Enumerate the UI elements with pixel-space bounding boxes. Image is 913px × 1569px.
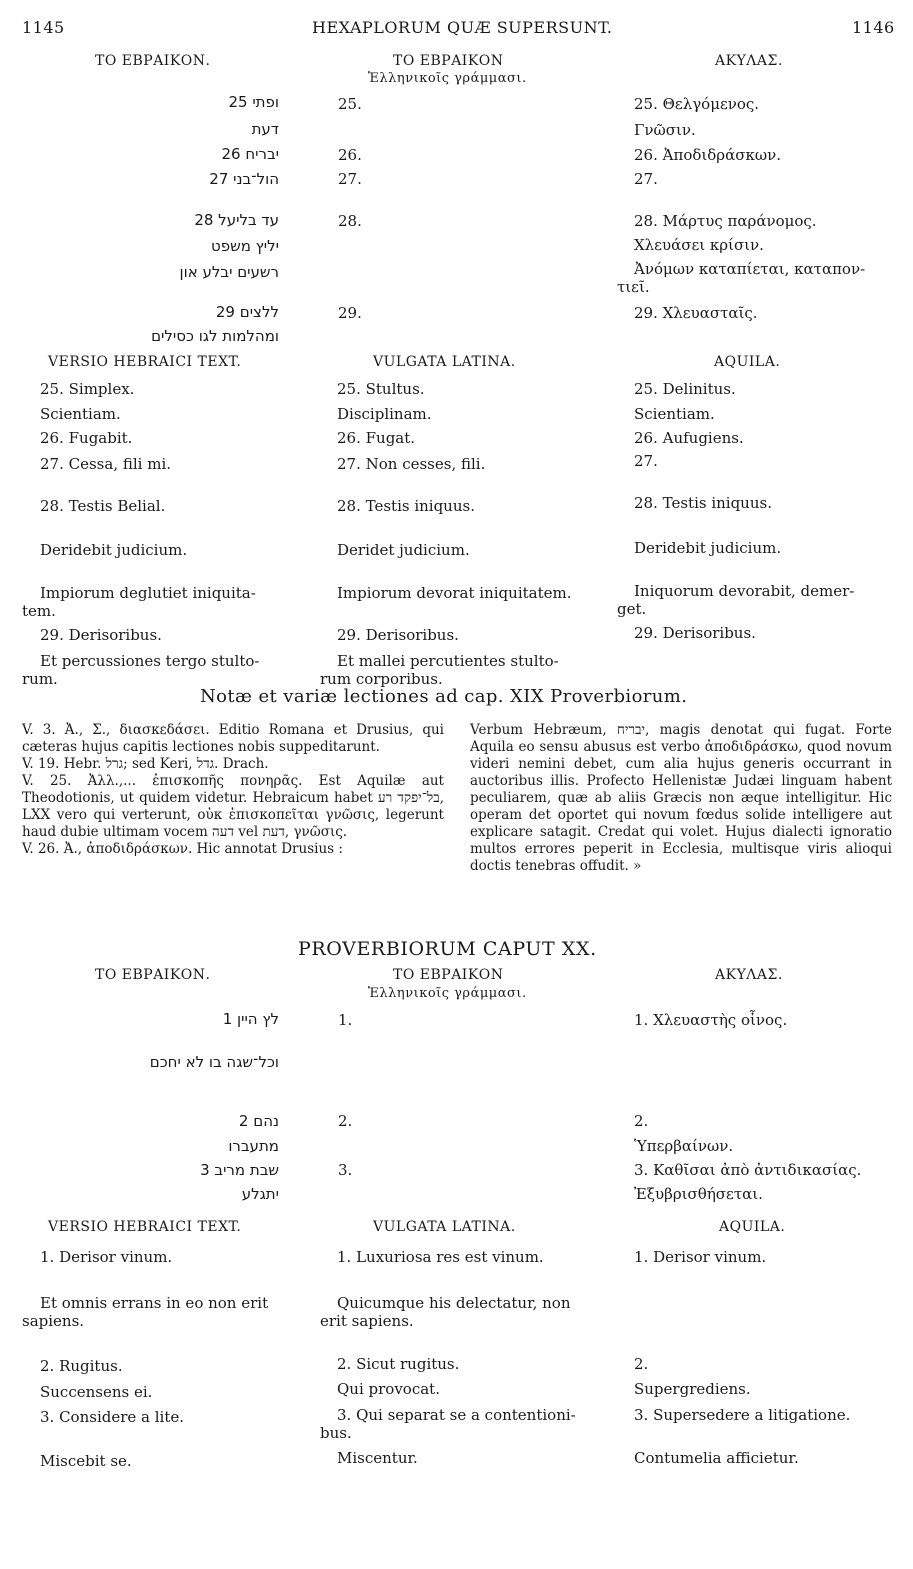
versio-line: Et percussiones tergo stulto-	[40, 652, 260, 670]
versio-line: Impiorum deglutiet iniquita-	[40, 584, 256, 602]
aquila-latin-line: Iniquorum devorabit, demer-	[634, 582, 855, 600]
hebrew-line: וכל־שגה בו לא יחכם	[149, 1053, 279, 1071]
versio-line: 25. Simplex.	[40, 380, 135, 398]
aquila-latin-line: Deridebit judicium.	[634, 539, 782, 557]
aquila-latin-line: Scientiam.	[634, 405, 715, 423]
versio-line: Deridebit judicium.	[40, 541, 188, 559]
vulgata-line: Quicumque his delectatur, non	[337, 1294, 571, 1312]
note-paragraph: V. 26. Ἀ., ἀποδιδράσκων. Hic annotat Drusius :	[22, 841, 343, 857]
note-paragraph: V. 3. Ἀ., Σ., διασκεδάσει. Editio Romana et Drusius, qui cæteras hujus capitis lectiones nobis suppeditarunt.	[22, 722, 444, 755]
aquila-line: Χλευάσει κρίσιν.	[634, 236, 764, 254]
notes-right-column	[470, 722, 892, 875]
aquila-line: Ἀνόμων καταπίεται, καταπον-	[634, 260, 866, 278]
verse-number: 25.	[338, 95, 362, 113]
vulgata-line: 25. Stultus.	[337, 380, 425, 398]
col-head-hebrew-greek: ΤΟ ΕΒΡΑΙΚΟΝ	[393, 967, 504, 983]
col-head-aquila: ΑΚΥΛΑΣ.	[715, 967, 783, 983]
aquila-line: 1. Χλευαστὴς οἶνος.	[634, 1011, 788, 1029]
versio-line: 28. Testis Belial.	[40, 497, 166, 515]
col-head-hebrew: ΤΟ ΕΒΡΑΙΚΟΝ.	[95, 53, 211, 69]
aquila-latin-line: 25. Delinitus.	[634, 380, 736, 398]
vulgata-line: 27. Non cesses, fili.	[337, 455, 486, 473]
col-head-vulgata: VULGATA LATINA.	[373, 354, 516, 370]
aquila-latin-line: 29. Derisoribus.	[634, 624, 756, 642]
versio-line: 29. Derisoribus.	[40, 626, 162, 644]
versio-line: tem.	[22, 602, 56, 620]
col-subhead-greek-letters: Ἑλληνικοῖς γράμμασι.	[368, 986, 527, 1001]
verse-number: 2.	[338, 1112, 353, 1130]
vulgata-line: 26. Fugat.	[337, 429, 416, 447]
hebrew-line: נהם 2	[238, 1112, 279, 1130]
hebrew-line: שבת מריב 3	[200, 1161, 279, 1179]
aquila-line: Ὑπερβαίνων.	[634, 1137, 734, 1155]
col-head-aquila: ΑΚΥΛΑΣ.	[715, 53, 783, 69]
col-head-hebrew: ΤΟ ΕΒΡΑΙΚΟΝ.	[95, 967, 211, 983]
col-head-aquila-latin: AQUILA.	[719, 1219, 786, 1235]
versio-line: Succensens ei.	[40, 1383, 153, 1401]
hebrew-line: ופתי 25	[228, 93, 279, 111]
col-head-aquila-latin: AQUILA.	[714, 354, 781, 370]
versio-line: 27. Cessa, fili mi.	[40, 455, 172, 473]
vulgata-line: rum corporibus.	[320, 670, 443, 688]
hebrew-line: דעת	[251, 120, 279, 138]
vulgata-line: 2. Sicut rugitus.	[337, 1355, 460, 1373]
aquila-latin-line: Supergrediens.	[634, 1380, 751, 1398]
notes-title: Notæ et variæ lectiones ad cap. XIX Proverbiorum.	[200, 686, 688, 707]
chapter-title: PROVERBIORUM CAPUT XX.	[298, 938, 597, 960]
vulgata-line: bus.	[320, 1424, 352, 1442]
verse-number: 29.	[338, 304, 362, 322]
aquila-latin-line: get.	[617, 600, 647, 618]
versio-line: 1. Derisor vinum.	[40, 1248, 173, 1266]
vulgata-line: 3. Qui separat se a contentioni-	[337, 1406, 576, 1424]
page-number-right: 1146	[852, 18, 895, 37]
hebrew-line: רשעים יבלע און	[179, 263, 279, 281]
aquila-latin-line: 1. Derisor vinum.	[634, 1248, 767, 1266]
aquila-latin-line: 27.	[634, 452, 658, 470]
col-head-hebrew-greek: ΤΟ ΕΒΡΑΙΚΟΝ	[393, 53, 504, 69]
hebrew-line: ומהלמות לגו כסילים	[151, 327, 279, 345]
aquila-line: Ἐξυβρισθήσεται.	[634, 1185, 763, 1203]
aquila-line: 27.	[634, 170, 658, 188]
hebrew-line: ללצים 29	[215, 303, 279, 321]
hebrew-line: מתעברו	[228, 1137, 279, 1155]
verse-number: 3.	[338, 1161, 353, 1179]
hebrew-line: עד בליעל 28	[194, 211, 279, 229]
aquila-line: 3. Καθῖσαι ἀπὸ ἀντιδικασίας.	[634, 1161, 862, 1179]
aquila-latin-line: 2.	[634, 1355, 649, 1373]
vulgata-line: Disciplinam.	[337, 405, 432, 423]
hebrew-line: יליץ משפט	[210, 237, 279, 255]
vulgata-line: Et mallei percutientes stulto-	[337, 652, 559, 670]
aquila-line: τιεῖ.	[617, 278, 650, 296]
col-head-versio: VERSIO HEBRAICI TEXT.	[48, 1219, 242, 1235]
verse-number: 27.	[338, 170, 362, 188]
aquila-line: 2.	[634, 1112, 649, 1130]
versio-line: 2. Rugitus.	[40, 1357, 123, 1375]
col-subhead-greek-letters: Ἑλληνικοῖς γράμμασι.	[368, 71, 527, 86]
verse-number: 28.	[338, 212, 362, 230]
hebrew-line: הול־בני 27	[209, 170, 279, 188]
hebrew-line: יתגלע	[241, 1185, 279, 1203]
vulgata-line: 28. Testis iniquus.	[337, 497, 475, 515]
aquila-line: 29. Χλευασταῖς.	[634, 304, 758, 322]
hebrew-line: יבריח 26	[221, 145, 279, 163]
versio-line: rum.	[22, 670, 58, 688]
versio-line: 3. Considere a lite.	[40, 1408, 185, 1426]
vulgata-line: 29. Derisoribus.	[337, 626, 459, 644]
running-title: HEXAPLORUM QUÆ SUPERSUNT.	[312, 18, 613, 37]
col-head-vulgata: VULGATA LATINA.	[373, 1219, 516, 1235]
verse-number: 1.	[338, 1011, 353, 1029]
col-head-versio: VERSIO HEBRAICI TEXT.	[48, 354, 242, 370]
aquila-line: 26. Ἀποδιδράσκων.	[634, 146, 781, 164]
note-paragraph: V. 19. Hebr. גרל; sed Keri, גדל. Drach.	[22, 756, 269, 772]
aquila-latin-line: 26. Aufugiens.	[634, 429, 744, 447]
verse-number: 26.	[338, 146, 362, 164]
aquila-latin-line: Contumelia afficietur.	[634, 1449, 799, 1467]
aquila-line: Γνῶσιν.	[634, 121, 696, 139]
aquila-line: 25. Θελγόμενος.	[634, 95, 760, 113]
versio-line: 26. Fugabit.	[40, 429, 133, 447]
aquila-latin-line: 3. Supersedere a litigatione.	[634, 1406, 851, 1424]
aquila-latin-line: 28. Testis iniquus.	[634, 494, 772, 512]
hebrew-line: לץ היין 1	[222, 1010, 279, 1028]
vulgata-line: Deridet judicium.	[337, 541, 470, 559]
page-number-left: 1145	[22, 18, 65, 37]
vulgata-line: Miscentur.	[337, 1449, 418, 1467]
versio-line: Scientiam.	[40, 405, 121, 423]
note-paragraph: Verbum Hebræum, יבריח, magis denotat qui fugat. Forte Aquila eo sensu abusus est verbo ἀποδιδράσκω, quod novum videri nemini debet, cum alia hujus generis occurrant in auctoribus illis. Profecto Hellenistæ Judæi linguam habent peculiarem, quæ ab aliis Græcis non æque intelligitur. Hic operam det oportet qui novum fœdus solide intelligere aut explicare satagit. Credat qui volet. Hujus dialecti ignoratio multos errores peperit in Ecclesia, multisque viris alioqui doctis tenebras offudit. »	[470, 722, 892, 874]
aquila-line: 28. Μάρτυς παράνομος.	[634, 212, 817, 230]
versio-line: Miscebit se.	[40, 1452, 132, 1470]
versio-line: Et omnis errans in eo non erit	[40, 1294, 269, 1312]
note-paragraph: V. 25. Ἀλλ.,... ἐπισκοπῆς πονηρᾶς. Est Aquilæ aut Theodotionis, ut quidem videtur. Hebraicum habet בל־יפקד רע, LXX vero qui verterunt, οὐκ ἐπισκοπεῖται γνῶσις, legerunt haud dubie ultimam vocem דעה vel דעת, γνῶσις.	[22, 773, 444, 840]
vulgata-line: erit sapiens.	[320, 1312, 414, 1330]
vulgata-line: Qui provocat.	[337, 1380, 440, 1398]
vulgata-line: Impiorum devorat iniquitatem.	[337, 584, 572, 602]
versio-line: sapiens.	[22, 1312, 85, 1330]
vulgata-line: 1. Luxuriosa res est vinum.	[337, 1248, 544, 1266]
notes-left-column	[22, 722, 444, 858]
